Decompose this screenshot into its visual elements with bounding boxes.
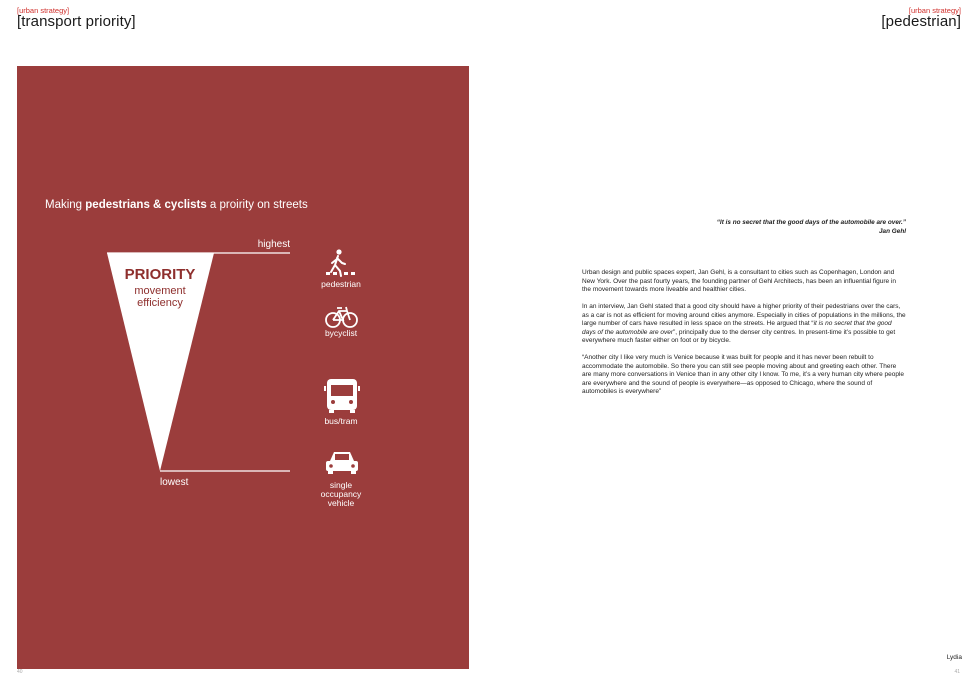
movement-label: movement xyxy=(134,285,186,297)
author-signature: Lydia xyxy=(946,654,962,661)
page-number-right: 41 xyxy=(954,669,960,675)
mode-label-vehicle-line1: single xyxy=(329,480,353,490)
quote-author: Jan Gehl xyxy=(879,228,906,235)
left-section-tag: [urban strategy] xyxy=(17,6,70,15)
priority-infographic-svg xyxy=(17,66,469,669)
page-number-left: 40 xyxy=(17,669,23,675)
bicycle-icon xyxy=(326,307,357,327)
efficiency-label: efficiency xyxy=(137,297,183,309)
mode-label-pedestrian: pedestrian xyxy=(321,279,361,289)
mode-label-bus: bus/tram xyxy=(324,416,358,426)
paragraph-2: In an interview, Jan Gehl stated that a good city should have a higher priority of their pedestrians over the cars, as a car is not as efficient for moving around cities anymore. Especially in cities of populations in the millions, the large number of cars have resulted in less space on the streets. He argued that “it is no secret that the good days of the automobile are over”, principally due to the denser city centres. In present-time it’s possible to get everywhere much faster either on foot or by bicycle. xyxy=(582,303,906,344)
pull-quote xyxy=(600,218,906,236)
right-section-tag: [urban strategy] xyxy=(908,6,961,15)
priority-infographic xyxy=(17,66,469,669)
pedestrian-icon xyxy=(326,249,355,276)
bus-icon xyxy=(324,379,360,413)
quote-text: “It is no secret that the good days of the automobile are over.” xyxy=(716,219,906,226)
highest-label: highest xyxy=(257,239,290,250)
article-body xyxy=(582,269,906,405)
car-icon xyxy=(326,452,358,474)
paragraph-1: Urban design and public spaces expert, Jan Gehl, is a consultant to cities such as Copenhagen, London and New York. Over the past fourty years, the founding partner of Gehl Architects, has been an influential figure in the movement towards more liveable and healthier cities. xyxy=(582,269,896,293)
mode-label-bicyclist: bycyclist xyxy=(324,328,358,338)
lowest-label: lowest xyxy=(160,477,189,488)
right-page-title: [pedestrian] xyxy=(881,13,961,30)
mode-label-vehicle-line3: vehicle xyxy=(327,498,355,508)
infographic-heading: Making pedestrians & cyclists a proirity on streets xyxy=(45,199,308,211)
priority-label: PRIORITY xyxy=(124,266,196,283)
mode-label-vehicle-line2: occupancy xyxy=(320,489,362,499)
paragraph-3: “Another city I like very much is Venice because it was built for people and it has never been rebuilt to accommodate the automobile. So there you can still see people moving about and greeting each other. There are many more conversations in Venice than in any other city I know. To me, it’s a very human city where people are everywhere and the sound of people is everywhere—as opposed to Chicago, where the sound of automobiles is everywhere” xyxy=(582,354,905,395)
left-page-title: [transport priority] xyxy=(17,13,136,30)
